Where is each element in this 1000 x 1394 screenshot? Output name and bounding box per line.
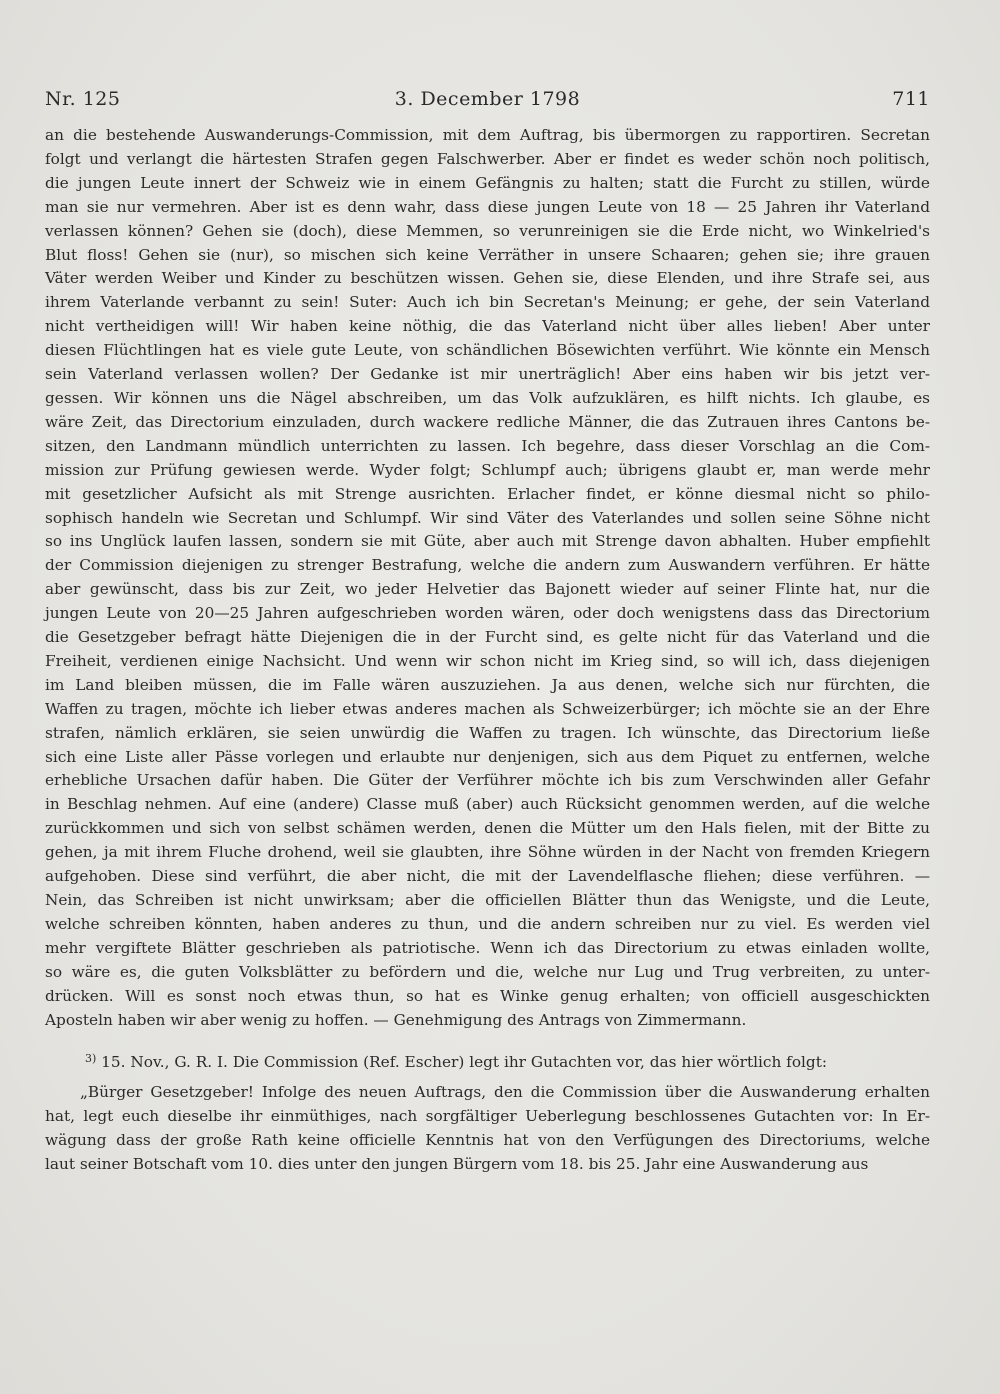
text-line: der Commission diejenigen zu strenger Bestrafung, welche die andern zum Auswandern verführen. Er hätte [45, 556, 930, 575]
text-line: so wäre es, die guten Volksblätter zu befördern und die, welche nur Lug und Trug verbreiten, zu unter- [45, 962, 930, 981]
text-line: mission zur Prüfung gewiesen werde. Wyder folgt; Schlumpf auch; übrigens glaubt er, man werde mehr [45, 460, 930, 479]
header-date: 3. December 1798 [394, 88, 581, 110]
text-line: sein Vaterland verlassen wollen? Der Gedanke ist mir unerträglich! Aber eins haben wir bis jetzt ver- [45, 365, 930, 384]
quote-line: wägung dass der große Rath keine officielle Kenntnis hat von den Verfügungen des Directoriums, welche [45, 1131, 930, 1150]
text-line: Aposteln haben wir aber wenig zu hoffen. — Genehmigung des Antrags von Zimmermann. [45, 1010, 747, 1029]
footnote-marker: 3) [85, 1052, 97, 1066]
text-line: mehr vergiftete Blätter geschrieben als patriotische. Wenn ich das Directorium zu etwas einladen wollte, [45, 938, 930, 957]
text-line: sich eine Liste aller Pässe vorlegen und erlaubte nur denjenigen, sich aus dem Piquet zu entfernen, welche [45, 747, 930, 766]
text-line: wäre Zeit, das Directorium einzuladen, durch wackere redliche Männer, die das Zutrauen ihres Cantons be- [45, 412, 930, 431]
page-number: 711 [892, 88, 930, 110]
text-line: in Beschlag nehmen. Auf eine (andere) Classe muß (aber) auch Rücksicht genommen werden, auf die welche [45, 795, 930, 814]
text-line: mit gesetzlicher Aufsicht als mit Strenge ausrichten. Erlacher findet, er könne diesmal nicht so philo- [45, 484, 930, 503]
page-header [45, 88, 930, 118]
text-line: man sie nur vermehren. Aber ist es denn wahr, dass diese jungen Leute von 18 — 25 Jahren ihr Vaterland [45, 197, 930, 216]
main-paragraph [45, 124, 930, 1032]
text-line: sophisch handeln wie Secretan und Schlumpf. Wir sind Väter des Vaterlandes und sollen seine Söhne nicht [45, 508, 930, 527]
text-line: jungen Leute von 20—25 Jahren aufgeschrieben worden wären, oder doch wenigstens dass das Directorium [45, 604, 930, 623]
text-line: aufgehoben. Diese sind verführt, die aber nicht, die mit der Lavendelflasche fliehen; diese verführen. — [45, 867, 930, 886]
text-line: Waffen zu tragen, möchte ich lieber etwas anderes machen als Schweizerbürger; ich möchte sie an der Ehre [45, 699, 930, 718]
text-line: so ins Unglück laufen lassen, sondern sie mit Güte, aber auch mit Strenge davon abhalten. Huber empfiehlt [45, 532, 930, 551]
quote-line: „Bürger Gesetzgeber! Infolge des neuen Auftrags, den die Commission über die Auswanderung erhalten [80, 1083, 930, 1102]
text-line: nicht vertheidigen will! Wir haben keine nöthig, die das Vaterland nicht über alles lieben! Aber unter [45, 317, 930, 336]
footnote-line [45, 1047, 930, 1075]
text-line: im Land bleiben müssen, die im Falle wären auszuziehen. Ja aus denen, welche sich nur fürchten, die [45, 675, 930, 694]
text-line: zurückkommen und sich von selbst schämen werden, denen die Mütter um den Hals fielen, mit der Bitte zu [45, 819, 930, 838]
text-line: erhebliche Ursachen dafür haben. Die Güter der Verführer möchte ich bis zum Verschwinden aller Gefahr [45, 771, 930, 790]
text-line: folgt und verlangt die härtesten Strafen gegen Falschwerber. Aber er findet es weder schön noch politisch, [45, 149, 930, 168]
text-line: drücken. Will es sonst noch etwas thun, so hat es Winke genug erhalten; von officiell ausgeschickten [45, 986, 930, 1005]
text-line: gessen. Wir können uns die Nägel abschreiben, um das Volk aufzuklären, es hilft nichts. Ich glaube, es [45, 388, 930, 407]
document-body [45, 124, 930, 1177]
text-line: Nein, das Schreiben ist nicht unwirksam; aber die officiellen Blätter thun das Wenigste, und die Leute, [45, 891, 930, 909]
quote-line: hat, legt euch dieselbe ihr einmüthiges, nach sorgfältiger Ueberlegung beschlossenes Gutachten vor: In Er- [45, 1107, 930, 1126]
text-line: diesen Flüchtlingen hat es viele gute Leute, von schändlichen Bösewichten verführt. Wie könnte ein Mensch [45, 341, 930, 360]
text-line: welche schreiben könnten, haben anderes zu thun, und die andern schreiben nur zu viel. Es werden viel [45, 914, 930, 933]
text-line: sitzen, den Landmann mündlich unterrichten zu lassen. Ich begehre, dass dieser Vorschlag an die Com- [45, 436, 930, 455]
document-number: Nr. 125 [45, 88, 121, 110]
text-line: Väter werden Weiber und Kinder zu beschützen wissen. Gehen sie, diese Elenden, und ihre Strafe sei, aus [45, 269, 930, 288]
text-line: aber gewünscht, dass bis zur Zeit, wo jeder Helvetier das Bajonett wieder auf seiner Flinte hat, nur die [45, 580, 930, 599]
text-line: an die bestehende Auswanderungs-Commission, mit dem Auftrag, bis übermorgen zu rapportiren. Secretan [45, 126, 930, 144]
text-line: die jungen Leute innert der Schweiz wie in einem Gefängnis zu halten; statt die Furcht zu stillen, würde [45, 173, 930, 192]
text-line: ihrem Vaterlande verbannt zu sein! Suter: Auch ich bin Secretan's Meinung; er gehe, der sein Vaterland [45, 293, 930, 312]
text-line: verlassen können? Gehen sie (doch), diese Memmen, so verunreinigen sie die Erde nicht, wo Winkelried's [45, 221, 930, 240]
footnote-text: 15. Nov., G. R. I. Die Commission (Ref. Escher) legt ihr Gutachten vor, das hier wörtlich folgt: [101, 1053, 828, 1072]
text-line: Freiheit, verdienen einige Nachsicht. Und wenn wir schon nicht im Krieg sind, so will ich, dass diejenigen [45, 651, 930, 670]
text-line: die Gesetzgeber befragt hätte Diejenigen die in der Furcht sind, es gelte nicht für das Vaterland und die [45, 628, 930, 647]
text-line: Blut floss! Gehen sie (nur), so mischen sich keine Verräther in unsere Schaaren; gehen sie; ihre grauen [45, 245, 930, 264]
quote-line: laut seiner Botschaft vom 10. dies unter den jungen Bürgern vom 18. bis 25. Jahr eine Auswanderung aus [45, 1155, 869, 1174]
text-line: strafen, nämlich erklären, sie seien unwürdig die Waffen zu tragen. Ich wünschte, das Directorium ließe [45, 723, 930, 742]
text-line: gehen, ja mit ihrem Fluche drohend, weil sie glaubten, ihre Söhne würden in der Nacht von fremden Kriegern [45, 843, 930, 862]
quoted-report [45, 1081, 930, 1177]
